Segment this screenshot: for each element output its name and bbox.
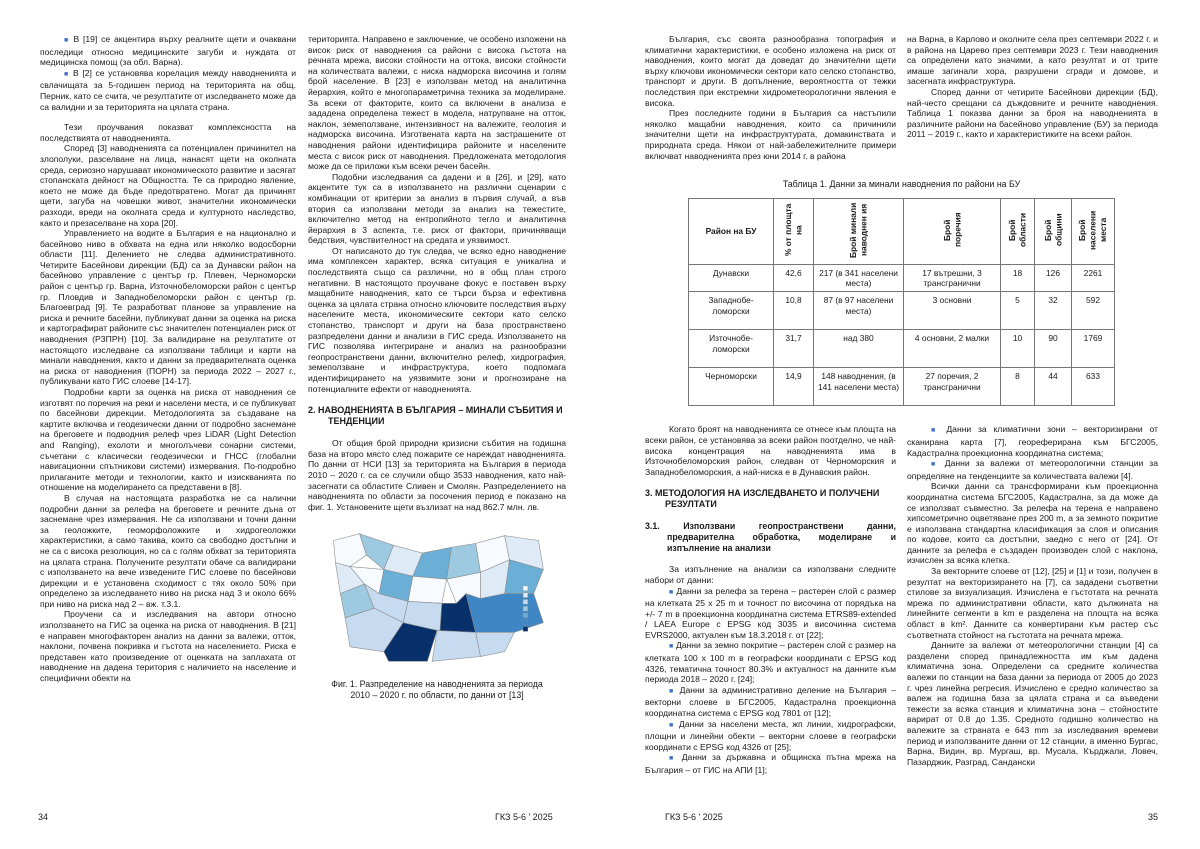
paragraph-text: Данни за валежи от метеорологични станции за определяне на тенденциите за количествата валежи [4]. bbox=[907, 458, 1158, 481]
paragraph-text: Данни за населени места, жп линии, хидрографски, площни и линейни обекти – векторни слоеве в географски координати с EPSG код 4326 от [25]; bbox=[645, 718, 897, 752]
legend-swatch bbox=[523, 607, 528, 612]
table-cell: Източнобе-ломорски bbox=[689, 330, 774, 368]
paragraph: България, със своята разнообразна топография и климатични характеристики, е особено изложена на риск от наводнения, които могат да доведат до значителни щети върху ключови икономически сектори като селско стопанство, транспорт и други. В допълнение, вероятността от тежки последствия при екстремни хидрометеорологични явления е висока. bbox=[645, 34, 896, 108]
paragraph-text: В [19] се акцентира върху реалните щети и очаквани последици относно медицинските загуби и нуждата от медицинска помощ (за обл. Варна). bbox=[40, 34, 297, 68]
bullet-paragraph bbox=[645, 685, 896, 719]
paragraph: територията. Направено е заключение, че особено изложени на висок риск от наводнения са райони с висока гъстота на речната мрежа, високи стойности на оттока, високи стойности на количествата валежи, с ниска надморска височина и голям брой население. В [23] е използван метод на аналитична йерархия, който е многопараметрична техника за моделиране. За всеки от факторите, които са включени в анализа е зададена определена тежест в модела, натрупване на отток, наклон, земеползване, интензивност на валежите, геология и надморска височина. Изготвената карта на застрашените от наводнения райони идентифицира районите и населените места с висок риск от наводнения. Предложената методология може да се приложи към всеки речен басейн. bbox=[308, 34, 566, 172]
table-cell: 31,7 bbox=[774, 330, 814, 368]
paragraph: на Варна, в Карлово и околните села през септември 2022 г. и в района на Царево през септември 2023 г. Тези наводнения са определени като значими, а като резултат и от трите имаше загинали хора, разрушени сгради и домове, и засегната инфраструктура. bbox=[907, 34, 1158, 87]
column-header bbox=[904, 199, 1001, 264]
table-cell: Дунавски bbox=[689, 264, 774, 292]
paragraph: Когато броят на наводненията се отнесе към площта на всеки район, се установява за всеки район поотделно, че най-висока концентрация на наводненията има в Източнобеломорския район, следван от Черноморския и Западнобеломорския, а най-ниска е в Дунавския район. bbox=[645, 424, 896, 477]
flood-distribution-map bbox=[312, 526, 562, 671]
table-cell: 42,6 bbox=[774, 264, 814, 292]
table-caption: Таблица 1. Данни за минали наводнения по райони на БУ bbox=[782, 179, 1021, 190]
map-region bbox=[476, 633, 515, 657]
table-cell: 592 bbox=[1072, 292, 1115, 330]
journal-footer: ГКЗ 5-6 ' 2025 bbox=[665, 812, 723, 822]
table-cell: 17 вътрешни, 3 трансгранични bbox=[904, 264, 1001, 292]
paragraph: Проучени са и изследвания на автори относно използването на ГИС за оценка на риска от наводнения. В [21] е направен многофакторен анализ на данни за валежи, отток, наклони, почвена покривка и гъстота на населението. Риска е представен като произведение от оценката на заплахата от наводнение на дадена територия с наличието на население и специфични обекти на bbox=[40, 609, 296, 684]
paragraph-text: Данни за административно деление на България – векторни слоеве в БГС2005, Кадастрална проекционна координатна система с EPSG код 7801 от [12]; bbox=[645, 684, 896, 719]
right-column-1-bottom bbox=[645, 424, 896, 775]
table-cell: 87 (в 97 населени места) bbox=[814, 292, 904, 330]
bullet-icon: ■ bbox=[931, 461, 939, 469]
table-header-row bbox=[689, 199, 1115, 264]
paragraph: За изпълнение на анализи са използвани следните набори от данни: bbox=[645, 564, 896, 585]
table-cell: 8 bbox=[1001, 368, 1035, 406]
legend-swatch bbox=[523, 613, 528, 618]
bullet-icon: ■ bbox=[669, 721, 675, 729]
legend-swatch bbox=[523, 627, 528, 632]
left-column-1 bbox=[40, 34, 296, 684]
flood-data-table bbox=[688, 198, 1115, 406]
paragraph-text: В [2] се установява корелация между наводненията и свлачищата за 5-годишен период на територията на общ. Перник, като се счита, че резултатите от изследването може да са валидни и за територията на цялата страна. bbox=[40, 67, 297, 112]
right-top-columns bbox=[645, 34, 1158, 161]
table-cell: 217 (в 341 населени места) bbox=[814, 264, 904, 292]
journal-footer: ГКЗ 5-6 ' 2025 bbox=[495, 812, 553, 822]
table-cell: 90 bbox=[1035, 330, 1072, 368]
map-region bbox=[432, 631, 480, 662]
table-cell: 126 bbox=[1035, 264, 1072, 292]
map-region bbox=[466, 594, 543, 633]
paragraph: От общия брой природни кризисни събития на годишна база на второ място след пожарите се нареждат наводненията. По данни от НСИ [13] за територията на България в периода 2010 – 2020 г. са се случили общо 3533 наводнения, като най-засегнати са областите Сливен и Смолян. Разпределението на наводненията по области за посочения период е показано на фиг. 1. Установените щети възлизат на над 862.7 млн. лв. bbox=[308, 438, 566, 512]
column-header bbox=[1001, 199, 1035, 264]
paragraph: Тези проучвания показват комплексността на последствията от наводненията. bbox=[40, 122, 296, 143]
column-header-text: Брой поречия bbox=[941, 212, 962, 248]
column-header-text: Брой минали наводнен ия bbox=[848, 202, 869, 258]
paragraph-text: Данни за климатични зони – векторизирани от сканирана карта [7], геореферирана към БГС2005, Кадастрална проекционна координатна система; bbox=[907, 424, 1158, 458]
figure-caption-line: Фиг. 1. Разпределение на наводненията за периода bbox=[331, 679, 543, 690]
right-page-content bbox=[645, 34, 1158, 776]
bullet-paragraph bbox=[907, 458, 1158, 481]
table-cell: 14,9 bbox=[774, 368, 814, 406]
table-cell: 44 bbox=[1035, 368, 1072, 406]
section-heading: 3. МЕТОДОЛОГИЯ НА ИЗСЛЕДВАНЕТО И ПОЛУЧЕНИ РЕЗУЛТАТИ bbox=[645, 488, 880, 510]
paragraph: От написаното до тук следва, че всяко едно наводнение има комплексен характер, всяка ситуация е уникална и последствията също са различни, но в общ план строго негативни. В настоящото проучване фокус е поставен върху мащабните наводнения, като се търси бърза и ефективна оценка за цялата страна относно ключовите последствия върху населените места, икономическите сектори като селско стопанство, транспорт и други на база пространствено разпределени данни и анализи в ГИС среда. Използването на ГИС позволява интегриране и анализ на разнообразни геопространствени данни, включително релеф, хидрография, земеползване и инфраструктура, което подпомага идентифицирането на уязвимите зони и прогнозиране на потенциалните ефекти от наводненията. bbox=[308, 245, 566, 394]
paragraph-text: Данни за релефа за терена – растерен слой с размер на клетката 25 x 25 m и точност по височина от порядъка на +/- 7 m в проекционна координатна система ETRS89-extended / LAEA Europe с EPSG код 3035 и височинна система EVRS2000, актуален към 18.3.2018 г. от [22]; bbox=[645, 585, 897, 640]
table-cell: 27 поречия, 2 трансгранични bbox=[904, 368, 1001, 406]
paragraph: Управлението на водите в България е на национално и басейново ниво в обхвата на една или няколко водосборни области [11]. Делението не следва административното. Четирите Басейнови дирекции (БД) са за Дунавски район на басейново управление с център гр. Плевен, Черноморски район с център гр. Варна, Източнобеломорски район с център гр. Пловдив и Западнобеломорски район с център гр. Благоевград [9]. Те разработват планове за управление на риска и речните басейни, публикуват данни за оценка на риска и картографират районите със значителен потенциален риск от наводнения (РЗПРН) [10]. За валидиране на резултатите от настоящото изследване са използвани таблици и карти на минали наводнения, както и данни за предварителната оценка на риска от наводнения (ПОРН) за периода 2022 – 2027 г., публикувани като ГИС слоеве [14-17]. bbox=[40, 228, 296, 387]
legend-swatch bbox=[523, 620, 528, 625]
bullet-paragraph bbox=[40, 68, 296, 112]
table-cell: 1769 bbox=[1072, 330, 1115, 368]
bullet-paragraph bbox=[645, 640, 896, 684]
bullet-paragraph bbox=[907, 424, 1158, 458]
paragraph-text: Данни за държавна и общинска пътна мрежа на България – от ГИС на АПИ [1]; bbox=[645, 752, 896, 775]
bullet-paragraph bbox=[645, 719, 896, 753]
bullet-icon: ■ bbox=[64, 70, 70, 78]
table-cell: 10 bbox=[1001, 330, 1035, 368]
column-header-text: Брой области bbox=[1007, 213, 1028, 248]
bullet-paragraph bbox=[40, 34, 296, 68]
bullet-icon: ■ bbox=[669, 755, 677, 763]
table-cell: Западнобе-ломорски bbox=[689, 292, 774, 330]
table-cell: 5 bbox=[1001, 292, 1035, 330]
paragraph: В случая на настоящата разработка не са налични подробни данни за релефа на бреговете и речните дъна от заснемане чрез измервания. Не са използвани и точни данни за геоложките, геоморфоложките и хидрогеоложки характеристики, а само такива, които са свободно достъпни и не са с висока резолюция, но са с голям обхват за територията на цялата страна. Получените резултати обаче са валидирани с използването на вече изведените ГИС слоеве по басейнови дирекции и е установена сходимост с тях около 50% при определено за изследването ниво на риска над 3 и около 66% при ниво на риска над 2 – вж. т.3.1. bbox=[40, 492, 296, 609]
table-cell: 148 наводнения, (в 141 населени места) bbox=[814, 368, 904, 406]
right-column-1-top bbox=[645, 34, 896, 161]
legend-swatch bbox=[523, 600, 528, 605]
table-cell: Черноморски bbox=[689, 368, 774, 406]
column-header bbox=[1072, 199, 1115, 264]
table-cell: 32 bbox=[1035, 292, 1072, 330]
left-column-2 bbox=[308, 34, 566, 701]
column-header bbox=[814, 199, 904, 264]
page-number: 35 bbox=[1148, 812, 1159, 822]
bullet-icon: ■ bbox=[64, 37, 70, 44]
column-header: Район на БУ bbox=[689, 199, 774, 264]
table-cell: 10,8 bbox=[774, 292, 814, 330]
table-row bbox=[689, 330, 1115, 368]
bullet-icon: ■ bbox=[669, 588, 674, 596]
table-row bbox=[689, 264, 1115, 292]
column-header bbox=[774, 199, 814, 264]
table-cell: 4 основни, 2 малки bbox=[904, 330, 1001, 368]
paragraph: Данните за валежи от метеорологични станции [4] са разделени според принадлежността им към дадена климатична зона. Определени са средните количества валежи по станции на база данни за периода от 2005 до 2023 г. чрез линейна регресия. Изчислено е средно количество за валеж на годишна база за цялата страна и са въведени тежести за всяка станция и климатична зона – стойностите варират от 0.8 до 1.35. Средното годишно количество на валежите за страната е 643 mm за изследвания времеви период и използваните данни от 12 станции, а именно Бургас, Варна, Видин, вр. Мургаш, вр. Мусала, Кърджали, Ловеч, Пазарджик, Разград, Сандански bbox=[907, 640, 1158, 767]
paragraph: Според [3] наводненията са потенциален причинител на злополуки, разселване на лица, нанасят щети на околната среда, сериозно нарушават икономическото развитие и засягат стопанската дейност на Общността. Те са природно явление, което не може да бъде предотвратено. Могат да причинят щети, загуба на човешки живот, значителни икономически разходи, вреди на околната среда и културното наследство, както и презаселване на хора [20]. bbox=[40, 143, 296, 228]
bullet-icon: ■ bbox=[669, 643, 674, 651]
paragraph: Подробни карти за оценка на риска от наводнения се изготвят по поречия на реки и населени места, и се публикуват по басейнови дирекции. Методологията за създаване на картите включва и геодезически данни от подробно заснемане на бреговете и подводния релеф чрез LiDAR (Light Detection and Ranging), ехолоти и многолъчеви сонарни системи, съчетани с класически геодезически и ГНСС (глобални навигационни спътникови системи) измервания. По-подробно прилаганите методи и технологии, както и изискванията по отношение на моделирането са представени в [8]. bbox=[40, 387, 296, 493]
table-cell: 3 основни bbox=[904, 292, 1001, 330]
right-column-2-top bbox=[907, 34, 1158, 140]
map-regions bbox=[334, 534, 544, 662]
subsection-heading: 3.1. Използвани геопространствени данни, предварителна обработка, моделиране и изпълнение на анализи bbox=[645, 521, 896, 554]
right-column-2-bottom bbox=[907, 424, 1158, 767]
table-cell: 2261 bbox=[1072, 264, 1115, 292]
section-heading: 2. НАВОДНЕНИЯТА В БЪЛГАРИЯ – МИНАЛИ СЪБИТИЯ И ТЕНДЕНЦИИ bbox=[308, 405, 563, 427]
column-header bbox=[1035, 199, 1072, 264]
legend-swatch bbox=[523, 586, 528, 591]
figure-caption bbox=[308, 679, 566, 701]
paragraph: За векторните слоеве от [12], [25] и [1] и този, получен в резултат на векторизирането на [7], са зададени съответни стилове за визуализация. Изчислена е гъстотата на речната мрежа по административни области, като дължината на линейните сегменти в km е разделена на площта на всяка област в km². Данните са конвертирани към растер със съответната стойност на гъстотата на речната мрежа. bbox=[907, 566, 1158, 640]
paragraph: Според данни от четирите Басейнови дирекции (БД), най-често срещани са дъждовните и речните наводнения. Таблица 1 показва данни за броя на наводненията в различните райони на басейново управление (БУ) за периода 2011 – 2019 г., както и характеристиките на всеки район. bbox=[907, 86, 1158, 140]
bullet-paragraph bbox=[645, 752, 896, 775]
map-legend bbox=[523, 586, 528, 631]
table-cell: над 380 bbox=[814, 330, 904, 368]
column-header-text: Брой общини bbox=[1042, 213, 1063, 247]
right-bottom-columns bbox=[645, 424, 1158, 775]
bullet-icon: ■ bbox=[669, 687, 676, 695]
legend-swatch bbox=[523, 593, 528, 598]
paragraph-text: Данни за земно покритие – растерен слой с размер на клетката 100 x 100 m в географски координати с EPSG код 4326, тематична точност 80.3% и актуалност на данните към периода 2018 – 2020 г. [24]; bbox=[645, 640, 897, 685]
table-row bbox=[689, 368, 1115, 406]
column-header-text: Брой населени места bbox=[1077, 210, 1109, 250]
bullet-icon: ■ bbox=[931, 427, 940, 435]
table-row bbox=[689, 292, 1115, 330]
bullet-paragraph bbox=[645, 586, 896, 641]
map-region bbox=[408, 577, 447, 604]
column-header-text: % от площта на bbox=[783, 203, 804, 257]
table-cell: 18 bbox=[1001, 264, 1035, 292]
figure-caption-line: 2010 – 2020 г. по области, по данни от [13] bbox=[350, 690, 524, 701]
paragraph: Подобни изследвания са дадени и в [26], и [29], като акцентите тук са в използването на различни сценарии с комбинации от критерии за анализ в първия случай, а във втория са използвани методи за анализ на тежестите, включително метод на ентропийното тегло и аналитична йерархия в 3 аспекта, т.е. риск от фактори, причиняващи бедствия, чувствителност на средата и уязвимост. bbox=[308, 171, 566, 246]
table-cell: 633 bbox=[1072, 368, 1115, 406]
paragraph: През последните години в България са настъпили няколко мащабни наводнения, които са причинили значителни щети на инфраструктурата, домакинствата и природната среда. Някои от най-забележителните примери включват наводненията през юни 2014 г. в района bbox=[645, 108, 896, 161]
page-number: 34 bbox=[38, 812, 49, 822]
paragraph: Всички данни са трансформирани към проекционна координатна система БГС2005, Кадастрална, за да може да се използват съвместно. За релефа на терена е направено хипсометрично оцветяване през 200 m, а за земното покритие е използвана стандартна класификация за слоя и описания по кодове, които са достъпни, заедно с него от [24]. От данните за релефа е създаден производен слой с наклона, изчислен за всяка клетка. bbox=[907, 481, 1158, 566]
